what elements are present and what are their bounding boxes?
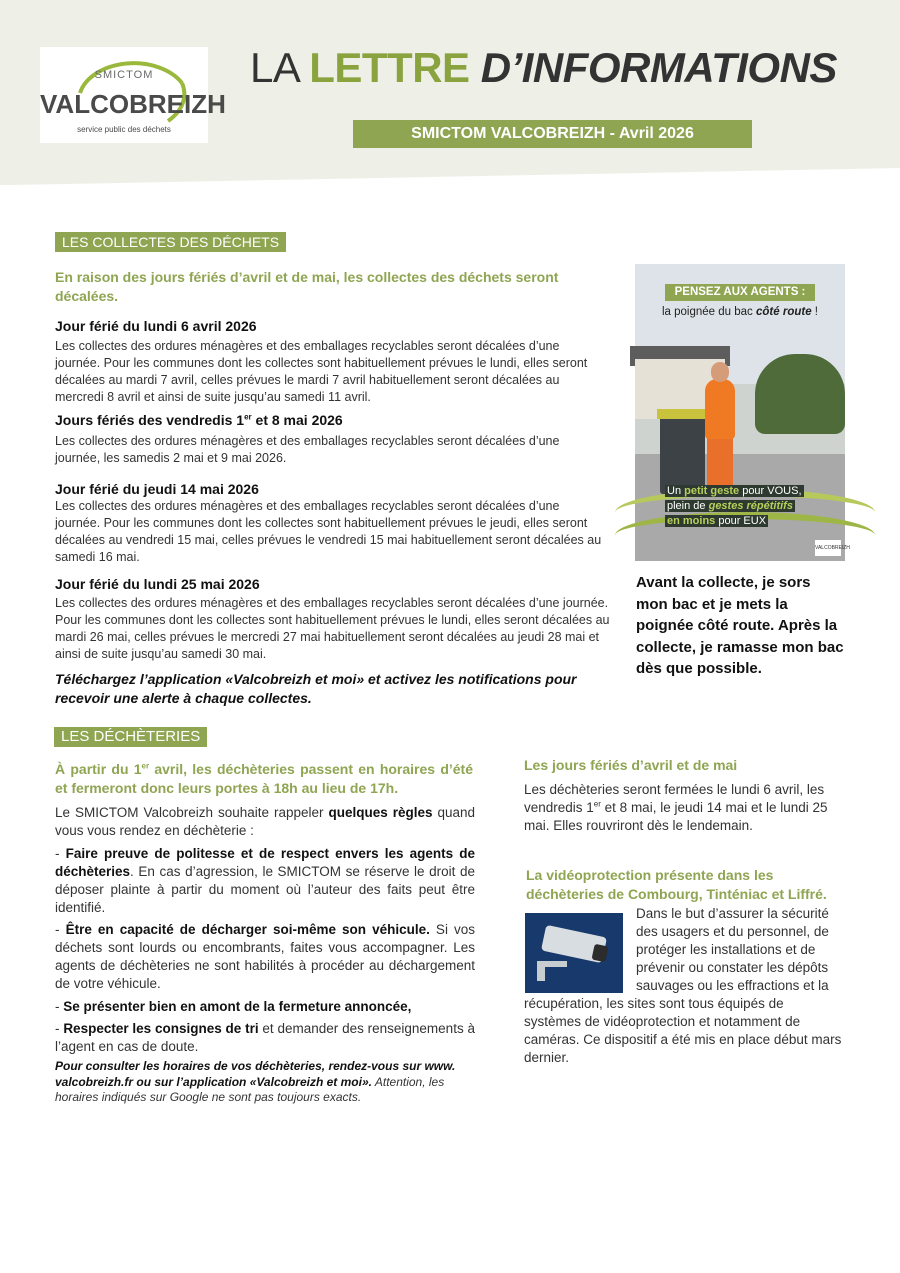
rule-title: Respecter les consignes de tri [63, 1021, 259, 1036]
decheteries-lead-b: avril, les déchèteries passent en horaires d’été et fermeront donc leurs portes à 18h au lieu de 17h. [55, 761, 473, 796]
poster-slogan [665, 484, 830, 529]
intro-part: quand vous vous rendez en déchèterie : [55, 805, 475, 838]
poster-logo: VALCOBREIZH [815, 540, 841, 556]
feries-heading: Les jours fériés d’avril et de mai [524, 757, 738, 773]
poster-bin-lid [657, 409, 709, 419]
video-text [524, 905, 844, 1067]
decheteries-lead-sup: er [141, 761, 150, 771]
video-heading: La vidéoprotection présente dans les déchèteries de Combourg, Tinténiac et Liffré. [526, 867, 827, 902]
intro-part: Le SMICTOM Valcobreizh souhaite rappeler [55, 805, 329, 820]
holiday-heading-1-8-may-b: et 8 mai 2026 [251, 412, 343, 428]
poster-trees [755, 354, 845, 434]
rule-unload [55, 921, 475, 993]
rule-text: . En cas d’agression, le SMICTOM se réserve le droit de déposer plainte à partir du moment où l’auteur des faits peut être identifié. [55, 864, 475, 915]
holiday-text-6-april: Les collectes des ordures ménagères et des emballages recyclables seront décalées d’une journée. Pour les communes dont les collectes sont habituellement prévues le lundi, elles seront décalées au mardi 7 avril, celles prévues le mardi 7 avril habituellement seront décalées au mercredi 8 avril et ainsi de suite jusqu’au samedi 11 avril. [55, 339, 588, 404]
edition-banner: SMICTOM VALCOBREIZH - Avril 2026 [353, 120, 752, 148]
logo-smictom: SMICTOM [94, 69, 154, 81]
holiday-heading-sup: er [244, 412, 252, 422]
holiday-text-14-may: Les collectes des ordures ménagères et des emballages recyclables seront décalées d’une journée. Pour les communes dont les collectes sont habituellement prévues le jeudi, elles seront décalées au vendredi 15 mai, celles prévues le vendredi 15 mai habituellement seront décalées au samedi 16 mai. [55, 499, 602, 564]
rule-politeness [55, 845, 475, 917]
poster-banner: PENSEZ AUX AGENTS : [665, 284, 815, 301]
page-title [250, 44, 837, 92]
rule-title: Faire preuve de politesse et de respect envers les agents de déchèteries [55, 846, 475, 879]
rule-text: et demander des renseignements à l’agent en cas de doute. [55, 1021, 476, 1054]
poster-agent-legs [707, 436, 733, 491]
poster-line [635, 306, 845, 318]
logo-name: VALCOBREIZH [40, 89, 226, 119]
title-part-lettre: LETTRE [309, 44, 470, 91]
image-wrap-spacer [524, 905, 636, 995]
intro-part: quelques règles [328, 805, 433, 820]
section-tag-decheteries: LES DÉCHÈTERIES [54, 727, 207, 747]
title-part-informations: D’INFORMATIONS [469, 44, 837, 91]
poster-agent-head [711, 362, 729, 382]
poster-line-b: côté route [756, 306, 812, 318]
poster-caption: Avant la collecte, je sors mon bac et je mets la poignée côté route. Après la collecte, je ramasse mon bac dès que possible. [636, 574, 844, 677]
section-tag-collectes: LES COLLECTES DES DÉCHETS [55, 232, 286, 252]
holiday-heading-6-april: Jour férié du lundi 6 avril 2026 [55, 318, 257, 334]
rule-dash: - [55, 999, 64, 1014]
decheteries-footer-note [55, 1059, 477, 1106]
rule-sorting [55, 1020, 475, 1056]
poster-slogan-part: pour VOUS, [739, 485, 802, 497]
poster-slogan-part: en moins [667, 515, 716, 527]
rule-text: Si vos déchets sont lourds ou encombrants, faites vous accompagner. Les agents de déchèteries ne sont habilités à procéder au déchargement de votre véhicule. [55, 922, 476, 991]
poster-agent [705, 379, 735, 439]
video-text-body: Dans le but d’assurer la sécurité des usagers et du personnel, de protéger les installations et de prévenir ou constater les dépôts sauvages ou les effractions et la récupération, les sites sont tous équipés de systèmes de vidéoprotection et notamment de caméras. Ce dispositif a été mis en place début mars dernier. [524, 906, 842, 1065]
holiday-text-25-may: Les collectes des ordures ménagères et des emballages recyclables seront décalées d’une journée. Pour les communes dont les collectes sont habituellement prévues le lundi, elles seront décalées au mardi 26 mai, celles prévues le mercredi 27 mai habituellement seront décalées au jeudi 28 mai et ainsi de suite jusqu’au samedi 30 mai. [55, 596, 610, 661]
holiday-heading-1-8-may [55, 412, 343, 428]
poster-line-c: ! [811, 306, 818, 318]
rule-title: Se présenter bien en amont de la fermeture annoncée, [63, 999, 412, 1014]
rule-dash: - [55, 846, 66, 861]
poster-slogan-part: pour EUX [715, 515, 767, 527]
poster-line-a: la poignée du bac [662, 306, 756, 318]
holiday-heading-1-8-may-a: Jours fériés des vendredis 1 [55, 412, 245, 428]
rule-dash: - [55, 1021, 64, 1036]
poster-slogan-part: gestes répétitifs [708, 500, 793, 512]
title-part-la: LA [250, 44, 310, 91]
poster-slogan-part: Un [667, 485, 685, 497]
holiday-heading-14-may: Jour férié du jeudi 14 mai 2026 [55, 481, 259, 497]
footer-italic: Attention, les horaires indiqués sur Google ne sont pas toujours exacts. [55, 1074, 445, 1104]
collectes-lead: En raison des jours fériés d’avril et de mai, les collectes des déchets seront décalées. [55, 269, 559, 304]
poster-bin [660, 414, 705, 494]
rule-arrive-early [55, 998, 475, 1016]
decheteries-lead-a: À partir du 1 [55, 761, 142, 777]
feries-text-a: Les déchèteries seront fermées le lundi 6 avril, les vendredis 1 [524, 782, 825, 815]
feries-text [524, 781, 844, 835]
footer-bold: Pour consulter les horaires de vos déchèteries, rendez-vous sur www. valcobreizh.fr ou sur l’application «Valcobreizh et moi». [55, 1059, 456, 1089]
holiday-text-1-8-may: Les collectes des ordures ménagères et des emballages recyclables seront décalées d’une journée, les samedis 2 mai et 9 mai 2026. [55, 434, 560, 465]
feries-text-sup: er [593, 799, 601, 809]
feries-text-b: et 8 mai, le jeudi 14 mai et le lundi 25 mai. Elles rouvriront dès le lendemain. [524, 800, 828, 833]
logo [40, 47, 226, 143]
app-download-note: Téléchargez l’application «Valcobreizh et moi» et activez les notifications pour recevoir une alerte à chaque collectes. [55, 671, 577, 706]
poster-slogan-part: petit geste [684, 485, 740, 497]
poster-slogan-part: plein de [667, 500, 709, 512]
holiday-heading-25-may: Jour férié du lundi 25 mai 2026 [55, 576, 260, 592]
rule-dash: - [55, 922, 66, 937]
decheteries-intro [55, 804, 475, 840]
rule-title: Être en capacité de décharger soi-même son véhicule. [65, 922, 430, 937]
logo-tagline: service public des déchets [77, 125, 171, 134]
decheteries-lead [55, 760, 473, 798]
poster-image [635, 264, 850, 561]
